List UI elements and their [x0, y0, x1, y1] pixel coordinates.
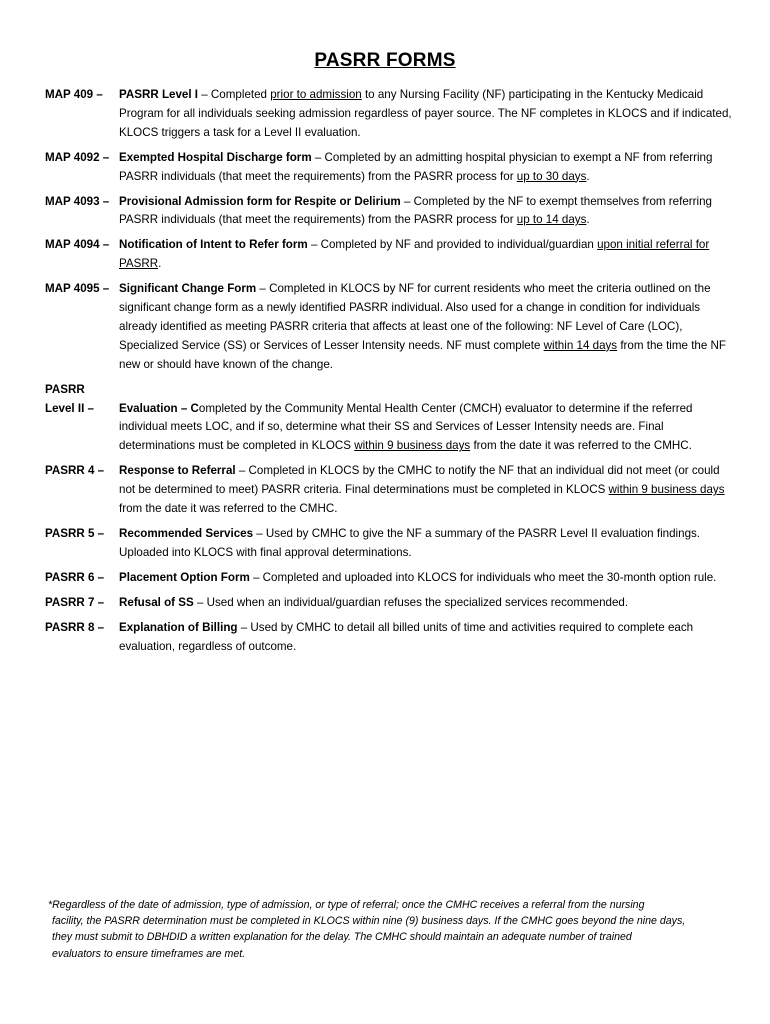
description-text: – Completed by NF and provided to individual/guardian	[307, 238, 598, 252]
description-text: .	[586, 169, 590, 183]
form-name: Refusal of SS	[119, 595, 194, 609]
form-description	[119, 236, 735, 274]
description-text: to any Nursing Facility (NF) participating in the Kentucky Medicaid Program for all individuals seeking admission regardless of payer source. The NF completes in KLOCS and if indicated, KLOCS triggers a task for a Level II evaluation.	[119, 88, 732, 139]
description-text: – Used when an individual/guardian refuses the specialized services recommended.	[193, 595, 629, 609]
form-entry-pasrr-6	[45, 569, 735, 588]
form-description	[119, 619, 735, 657]
footnote-line: evaluators to ensure timeframes are met.	[52, 947, 246, 960]
description-text: – Used by CMHC to give the NF a summary of the PASRR Level II evaluation findings. Uploaded into KLOCS with final approval determinations.	[119, 527, 701, 559]
form-entry-pasrr-8	[45, 619, 735, 657]
form-name: PASRR Level I	[119, 88, 199, 101]
page-title: PASRR FORMS	[314, 50, 456, 71]
description-text: from the time the NF new or should have known of the change.	[119, 338, 726, 371]
form-name: Provisional Admission form for Respite or Delirium	[119, 194, 401, 208]
form-description	[119, 381, 735, 457]
form-entry-pasrr-level-ii	[45, 381, 735, 457]
form-description	[119, 193, 735, 231]
form-description	[119, 149, 735, 187]
form-name: Recommended Services	[119, 527, 254, 541]
description-text: – Completed and uploaded into KLOCS for individuals who meet the 30-month option rule.	[249, 570, 717, 584]
form-description	[119, 462, 735, 519]
footnote-line: they must submit to DBHDID a written explanation for the delay. The CMHC should maintain an adequate number of trained	[52, 931, 632, 944]
underlined-timeframe: within 14 days	[543, 338, 618, 352]
description-text: – Completed by an admitting hospital physician to exempt a NF from referring PASRR individuals (that meet the requirements) from the PASRR process for	[119, 150, 713, 183]
form-code: MAP 4094 –	[45, 238, 110, 252]
form-entry-map-409	[45, 86, 735, 143]
description-text: .	[158, 257, 162, 271]
form-name: Explanation of Billing	[119, 620, 238, 634]
description-text: ompleted by the Community Mental Health Center (CMCH) evaluator to determine if the referred individual meets LOC, and if so, determine what their SS and Services of Lesser Intensity needs are. Final determinations must be completed in KLOCS	[119, 401, 693, 453]
form-entry-map-4094	[45, 236, 735, 274]
form-entry-map-4093	[45, 193, 735, 231]
footnote	[48, 897, 738, 962]
form-code: MAP 409 –	[45, 88, 103, 101]
form-name: Placement Option Form	[119, 570, 250, 584]
form-name: Significant Change Form	[119, 282, 257, 296]
form-code: PASRR Level II –	[45, 382, 94, 415]
form-name: Exempted Hospital Discharge form	[119, 150, 312, 164]
description-text: – Completed by the NF to exempt themselves from referring PASRR individuals (that meet the requirements) from the PASRR process for	[119, 194, 712, 227]
form-description	[119, 86, 735, 143]
form-code: MAP 4095 –	[45, 282, 110, 296]
underlined-timeframe: within 9 business days	[608, 483, 725, 497]
form-code: PASRR 7 –	[45, 595, 105, 609]
form-name: Notification of Intent to Refer form	[119, 238, 308, 252]
form-entry-pasrr-4	[45, 462, 735, 519]
footnote-line: facility, the PASRR determination must be completed in KLOCS within nine (9) business days. If the CMHC goes beyond the nine days,	[52, 915, 686, 928]
form-code: PASRR 5 –	[45, 527, 105, 541]
description-text: .	[586, 213, 590, 227]
form-description	[119, 525, 735, 563]
description-text: – Completed in KLOCS by the CMHC to notify the NF that an individual did not meet (or could not be determined to meet) PASRR criteria. Final determinations must be completed in KLOCS	[119, 464, 720, 497]
description-text: – Used by CMHC to detail all billed units of time and activities required to complete each evaluation, regardless of outcome.	[119, 620, 694, 653]
underlined-timeframe: within 9 business days	[354, 439, 471, 453]
form-entry-map-4095	[45, 280, 735, 375]
form-description	[119, 594, 735, 613]
form-entry-pasrr-5	[45, 525, 735, 563]
form-description	[119, 569, 735, 588]
form-code: PASRR 8 –	[45, 620, 105, 634]
form-code: MAP 4092 –	[45, 150, 110, 164]
underlined-timeframe: up to 30 days	[516, 169, 587, 183]
form-code: PASRR 6 –	[45, 570, 105, 584]
form-description	[119, 280, 735, 375]
underlined-timeframe: up to 14 days	[516, 213, 587, 227]
description-text: – Completed in KLOCS by NF for current residents who meet the criteria outlined on the significant change form as a newly identified PASRR individual. Also used for a change in condition for individuals already identified as meeting PASRR criteria that affects at least one of the following: NF Level of Care (LOC), Specialized Service (SS) or Services of Lesser Intensity needs. NF must complete	[119, 282, 711, 352]
form-name: Evaluation – C	[119, 401, 199, 415]
description-text: – Completed	[198, 88, 271, 101]
underlined-timeframe: upon initial referral for PASRR	[119, 238, 710, 271]
form-name: Response to Referral	[119, 464, 236, 478]
description-text: from the date it was referred to the CMHC.	[470, 439, 692, 453]
footnote-line: *Regardless of the date of admission, type of admission, or type of referral; once the CMHC receives a referral from the nursing	[48, 899, 645, 911]
description-text: from the date it was referred to the CMHC.	[119, 502, 338, 516]
form-entry-pasrr-7	[45, 594, 735, 613]
form-entry-map-4092	[45, 149, 735, 187]
underlined-timeframe: prior to admission	[270, 88, 362, 101]
form-code: PASRR 4 –	[45, 464, 105, 478]
form-code: MAP 4093 –	[45, 194, 110, 208]
form-list	[45, 86, 735, 662]
